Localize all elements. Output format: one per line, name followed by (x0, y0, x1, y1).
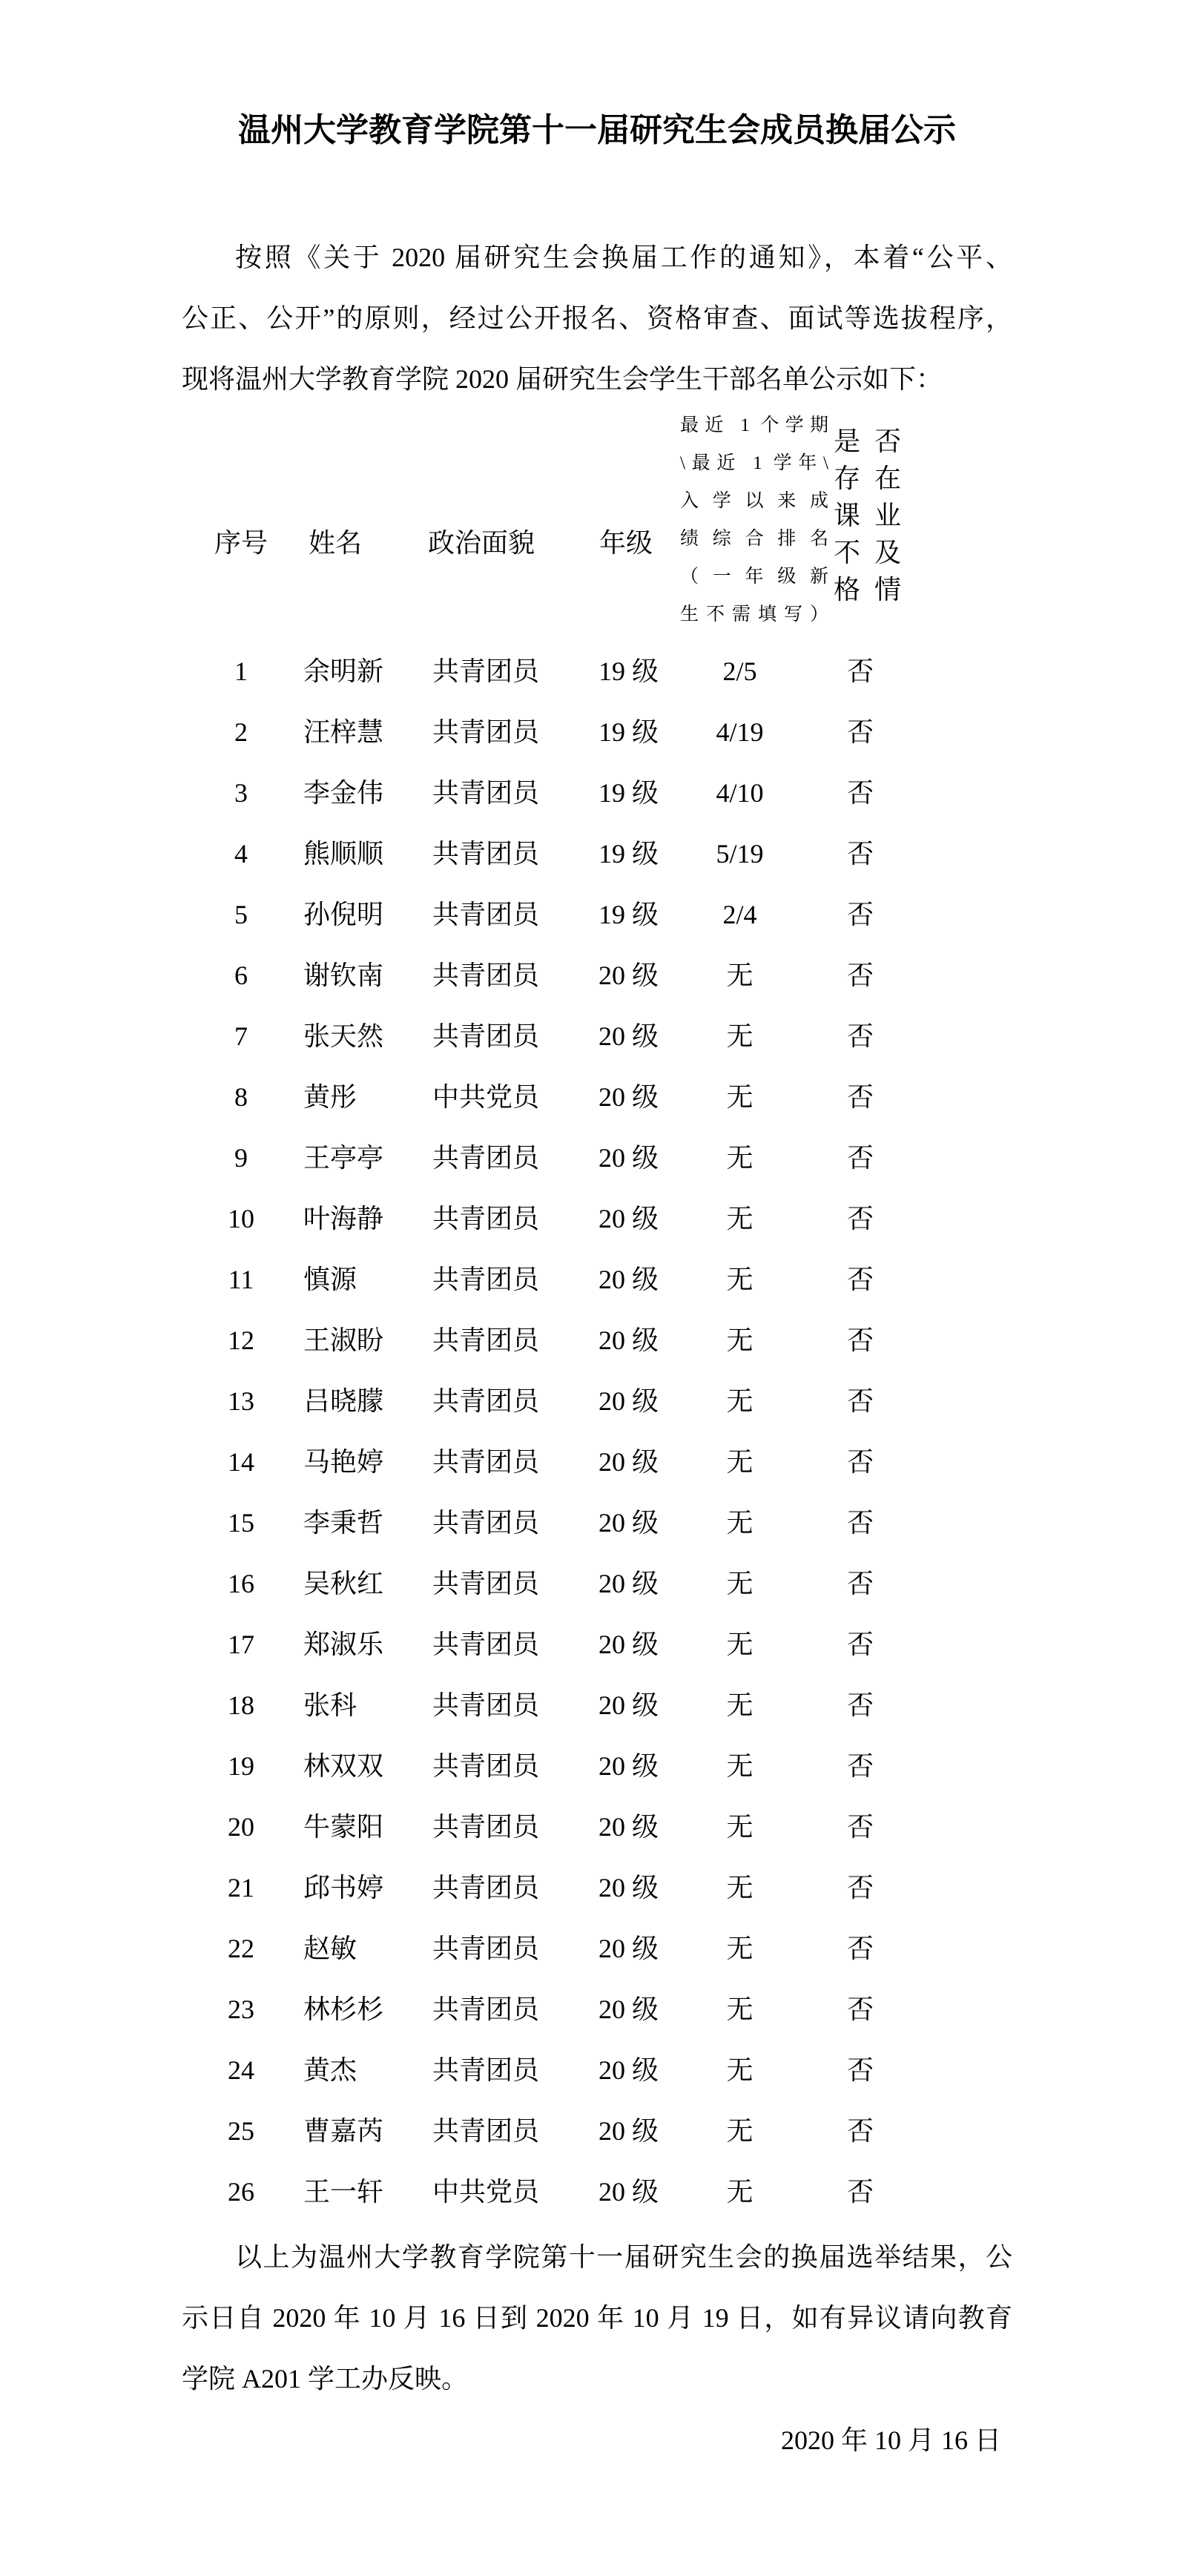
cell-political-status: 共青团员 (432, 1751, 540, 1781)
cell-grade: 20 级 (599, 1690, 659, 1720)
cell-name: 汪梓慧 (303, 717, 384, 747)
cell-failing: 否 (846, 900, 874, 929)
cell-failing: 否 (846, 1021, 874, 1051)
cell-index: 5 (234, 900, 248, 929)
cell-ranking: 无 (726, 961, 754, 990)
cell-index: 26 (228, 2177, 254, 2207)
column-header-political-status: 政治面貌 (428, 528, 535, 558)
cell-grade: 20 级 (599, 1325, 659, 1355)
cell-political-status: 共青团员 (432, 1021, 540, 1051)
cell-name: 慎源 (303, 1265, 357, 1294)
cell-failing: 否 (846, 1508, 874, 1538)
cell-name: 曹嘉芮 (303, 2116, 384, 2146)
cell-grade: 20 级 (599, 1265, 659, 1294)
cell-failing: 否 (846, 778, 874, 808)
cell-name: 谢钦南 (303, 961, 384, 990)
cell-name: 熊顺顺 (303, 839, 384, 869)
cell-ranking: 无 (726, 1569, 754, 1598)
cell-political-status: 共青团员 (432, 1994, 540, 2024)
cell-political-status: 共青团员 (432, 656, 540, 686)
cell-failing: 否 (846, 1325, 874, 1355)
table-row (182, 823, 909, 884)
cell-political-status: 共青团员 (432, 717, 540, 747)
cell-name: 张天然 (303, 1021, 384, 1051)
ranking-header-line: （一年级新 (680, 567, 828, 587)
cell-political-status: 共青团员 (432, 1386, 540, 1416)
cell-name: 赵敏 (303, 1934, 357, 1963)
cell-ranking: 无 (726, 1751, 754, 1781)
cell-failing: 否 (846, 1082, 874, 1112)
cell-failing: 否 (846, 717, 874, 747)
cell-failing: 否 (846, 1751, 874, 1781)
cell-failing: 否 (846, 2055, 874, 2085)
table-row (182, 1067, 909, 1127)
cell-name: 孙倪明 (303, 900, 384, 929)
cell-ranking: 无 (726, 1690, 754, 1720)
table-row (182, 1857, 909, 1918)
cell-political-status: 共青团员 (432, 961, 540, 990)
cell-index: 2 (234, 717, 248, 747)
cell-grade: 19 级 (599, 778, 659, 808)
cell-index: 22 (228, 1934, 254, 1963)
cell-grade: 20 级 (599, 1934, 659, 1963)
ranking-header-line: 生不需填写） (680, 605, 828, 625)
cell-grade: 20 级 (599, 1630, 659, 1659)
cell-ranking: 无 (726, 2177, 754, 2207)
cell-index: 17 (228, 1630, 254, 1659)
cell-grade: 19 级 (599, 839, 659, 869)
cell-index: 12 (228, 1325, 254, 1355)
cell-name: 王淑盼 (303, 1325, 384, 1355)
cell-failing: 否 (846, 656, 874, 686)
cell-index: 4 (234, 839, 248, 869)
intro-line: 按照《关于 2020 届研究生会换届工作的通知》，本着“公平、 (235, 243, 1012, 272)
cell-failing: 否 (846, 1447, 874, 1477)
table-body (182, 641, 909, 2222)
table-row (182, 1675, 909, 1736)
table-row (182, 1371, 909, 1432)
cell-grade: 20 级 (599, 2055, 659, 2085)
table-row (182, 702, 909, 762)
cell-political-status: 共青团员 (432, 1265, 540, 1294)
cell-ranking: 2/5 (722, 656, 757, 686)
cell-grade: 20 级 (599, 1021, 659, 1051)
cell-political-status: 共青团员 (432, 1508, 540, 1538)
cell-grade: 20 级 (599, 1204, 659, 1233)
cell-political-status: 共青团员 (432, 1690, 540, 1720)
cell-failing: 否 (846, 839, 874, 869)
cell-name: 林双双 (303, 1751, 384, 1781)
cell-failing: 否 (846, 1812, 874, 1842)
cell-political-status: 中共党员 (432, 2177, 540, 2207)
page-title: 温州大学教育学院第十一届研究生会成员换届公示 (238, 112, 956, 148)
cell-grade: 19 级 (599, 717, 659, 747)
cell-political-status: 共青团员 (432, 839, 540, 869)
intro-paragraph (182, 227, 1012, 409)
cell-grade: 20 级 (599, 1508, 659, 1538)
cell-ranking: 无 (726, 1994, 754, 2024)
cell-index: 8 (234, 1082, 248, 1112)
table-row (182, 1553, 909, 1614)
cell-political-status: 共青团员 (432, 900, 540, 929)
cell-grade: 20 级 (599, 2177, 659, 2207)
table-row (182, 1492, 909, 1553)
cell-index: 1 (234, 656, 248, 686)
cell-ranking: 4/19 (716, 717, 764, 747)
cell-grade: 20 级 (599, 2116, 659, 2146)
cell-grade: 20 级 (599, 1751, 659, 1781)
sign-date-text: 2020 年 10 月 16 日 (780, 2425, 1001, 2455)
cell-political-status: 共青团员 (432, 778, 540, 808)
cell-ranking: 无 (726, 2116, 754, 2146)
cell-ranking: 无 (726, 1386, 754, 1416)
cell-failing: 否 (846, 1873, 874, 1903)
cell-grade: 20 级 (599, 961, 659, 990)
cell-name: 林杉杉 (303, 1994, 384, 2024)
closing-line: 以上为温州大学教育学院第十一届研究生会的换届选举结果，公 (235, 2242, 1012, 2272)
table-row (182, 884, 909, 945)
cell-ranking: 无 (726, 1325, 754, 1355)
table-row (182, 945, 909, 1006)
cell-ranking: 无 (726, 2055, 754, 2085)
cell-failing: 否 (846, 1994, 874, 2024)
cell-index: 3 (234, 778, 248, 808)
cell-political-status: 共青团员 (432, 2055, 540, 2085)
cell-name: 马艳婷 (303, 1447, 384, 1477)
cell-index: 11 (228, 1265, 254, 1294)
cell-political-status: 共青团员 (432, 1447, 540, 1477)
cell-index: 19 (228, 1751, 254, 1781)
cell-grade: 20 级 (599, 1386, 659, 1416)
cell-name: 李金伟 (303, 778, 384, 808)
cell-political-status: 共青团员 (432, 1204, 540, 1233)
cell-political-status: 共青团员 (432, 1812, 540, 1842)
cell-ranking: 无 (726, 1021, 754, 1051)
cell-failing: 否 (846, 1934, 874, 1963)
cell-index: 23 (228, 1994, 254, 2024)
closing-line: 学院 A201 学工办反映。 (182, 2364, 468, 2394)
table-row (182, 2161, 909, 2222)
cell-name: 余明新 (303, 656, 384, 686)
cell-political-status: 共青团员 (432, 1325, 540, 1355)
ranking-header-line: 入学以来成 (680, 491, 828, 511)
cell-name: 张科 (303, 1690, 357, 1720)
cell-ranking: 无 (726, 1873, 754, 1903)
cell-index: 21 (228, 1873, 254, 1903)
cell-ranking: 无 (726, 1630, 754, 1659)
cell-failing: 否 (846, 2177, 874, 2207)
cell-political-status: 共青团员 (432, 1630, 540, 1659)
column-header-name: 姓名 (309, 528, 363, 558)
column-header-ranking (680, 406, 828, 633)
intro-line: 公正、公开”的原则，经过公开报名、资格审查、面试等选拔程序， (182, 303, 1012, 333)
cell-index: 6 (234, 961, 248, 990)
cell-failing: 否 (846, 1690, 874, 1720)
cell-index: 14 (228, 1447, 254, 1477)
table-header (182, 415, 909, 641)
cell-name: 郑淑乐 (303, 1630, 384, 1659)
cell-index: 13 (228, 1386, 254, 1416)
cell-ranking: 2/4 (722, 900, 757, 929)
cell-grade: 20 级 (599, 1812, 659, 1842)
ranking-header-line: \最近 1 学年\ (680, 453, 828, 473)
column-header-index: 序号 (214, 528, 268, 558)
cell-political-status: 共青团员 (432, 1873, 540, 1903)
cell-grade: 20 级 (599, 1143, 659, 1173)
cell-failing: 否 (846, 1265, 874, 1294)
cell-political-status: 中共党员 (432, 1082, 540, 1112)
cell-ranking: 无 (726, 1143, 754, 1173)
table-row (182, 1188, 909, 1249)
cell-name: 邱书婷 (303, 1873, 384, 1903)
column-header-failing-left: 是存课不格 (834, 426, 861, 605)
table-row (182, 762, 909, 823)
cell-grade: 20 级 (599, 1994, 659, 2024)
column-header-failing-right: 否在业及情 (874, 426, 902, 605)
cell-failing: 否 (846, 1630, 874, 1659)
cell-ranking: 无 (726, 1082, 754, 1112)
cell-name: 黄杰 (303, 2055, 357, 2085)
table-row (182, 1127, 909, 1188)
cell-failing: 否 (846, 1569, 874, 1598)
cell-political-status: 共青团员 (432, 1934, 540, 1963)
sign-date (182, 2410, 1012, 2471)
cell-index: 10 (228, 1204, 254, 1233)
cell-failing: 否 (846, 1386, 874, 1416)
cell-name: 王亭亭 (303, 1143, 384, 1173)
cell-index: 16 (228, 1569, 254, 1598)
cell-grade: 20 级 (599, 1569, 659, 1598)
table-row (182, 641, 909, 702)
table-row (182, 1736, 909, 1796)
cell-grade: 20 级 (599, 1447, 659, 1477)
cell-ranking: 无 (726, 1265, 754, 1294)
table-row (182, 1432, 909, 1492)
cell-ranking: 无 (726, 1508, 754, 1538)
table-row (182, 1614, 909, 1675)
cell-political-status: 共青团员 (432, 1143, 540, 1173)
cell-name: 牛蒙阳 (303, 1812, 384, 1842)
table-row (182, 2040, 909, 2101)
column-header-grade: 年级 (599, 528, 653, 558)
cell-index: 20 (228, 1812, 254, 1842)
closing-line: 示日自 2020 年 10 月 16 日到 2020 年 10 月 19 日，如有异议请向教育 (182, 2303, 1012, 2333)
cell-failing: 否 (846, 1143, 874, 1173)
cell-political-status: 共青团员 (432, 2116, 540, 2146)
ranking-header-line: 最近 1 个学期 (680, 415, 828, 435)
cell-index: 7 (234, 1021, 248, 1051)
intro-line: 现将温州大学教育学院 2020 届研究生会学生干部名单公示如下： (182, 364, 943, 394)
cell-grade: 20 级 (599, 1082, 659, 1112)
cell-index: 15 (228, 1508, 254, 1538)
table-row (182, 1918, 909, 1979)
cell-failing: 否 (846, 1204, 874, 1233)
cell-political-status: 共青团员 (432, 1569, 540, 1598)
cell-ranking: 5/19 (716, 839, 764, 869)
table-row (182, 1796, 909, 1857)
ranking-header-line: 绩综合排名 (680, 529, 828, 549)
table-row (182, 2101, 909, 2161)
cell-grade: 19 级 (599, 900, 659, 929)
cell-grade: 19 级 (599, 656, 659, 686)
cell-ranking: 无 (726, 1812, 754, 1842)
table-row (182, 1979, 909, 2040)
table-row (182, 1310, 909, 1371)
cell-name: 李秉哲 (303, 1508, 384, 1538)
cell-index: 24 (228, 2055, 254, 2085)
cell-index: 9 (234, 1143, 248, 1173)
cell-index: 25 (228, 2116, 254, 2146)
cell-name: 叶海静 (303, 1204, 384, 1233)
table-row (182, 1006, 909, 1067)
cell-failing: 否 (846, 961, 874, 990)
cell-name: 吕晓朦 (303, 1386, 384, 1416)
cell-failing: 否 (846, 2116, 874, 2146)
cell-index: 18 (228, 1690, 254, 1720)
cell-name: 黄彤 (303, 1082, 357, 1112)
closing-paragraph (182, 2227, 1012, 2409)
cell-ranking: 无 (726, 1447, 754, 1477)
cell-name: 吴秋红 (303, 1569, 384, 1598)
cell-name: 王一轩 (303, 2177, 384, 2207)
cell-ranking: 4/10 (716, 778, 764, 808)
cell-grade: 20 级 (599, 1873, 659, 1903)
cell-ranking: 无 (726, 1934, 754, 1963)
cell-ranking: 无 (726, 1204, 754, 1233)
table-row (182, 1249, 909, 1310)
